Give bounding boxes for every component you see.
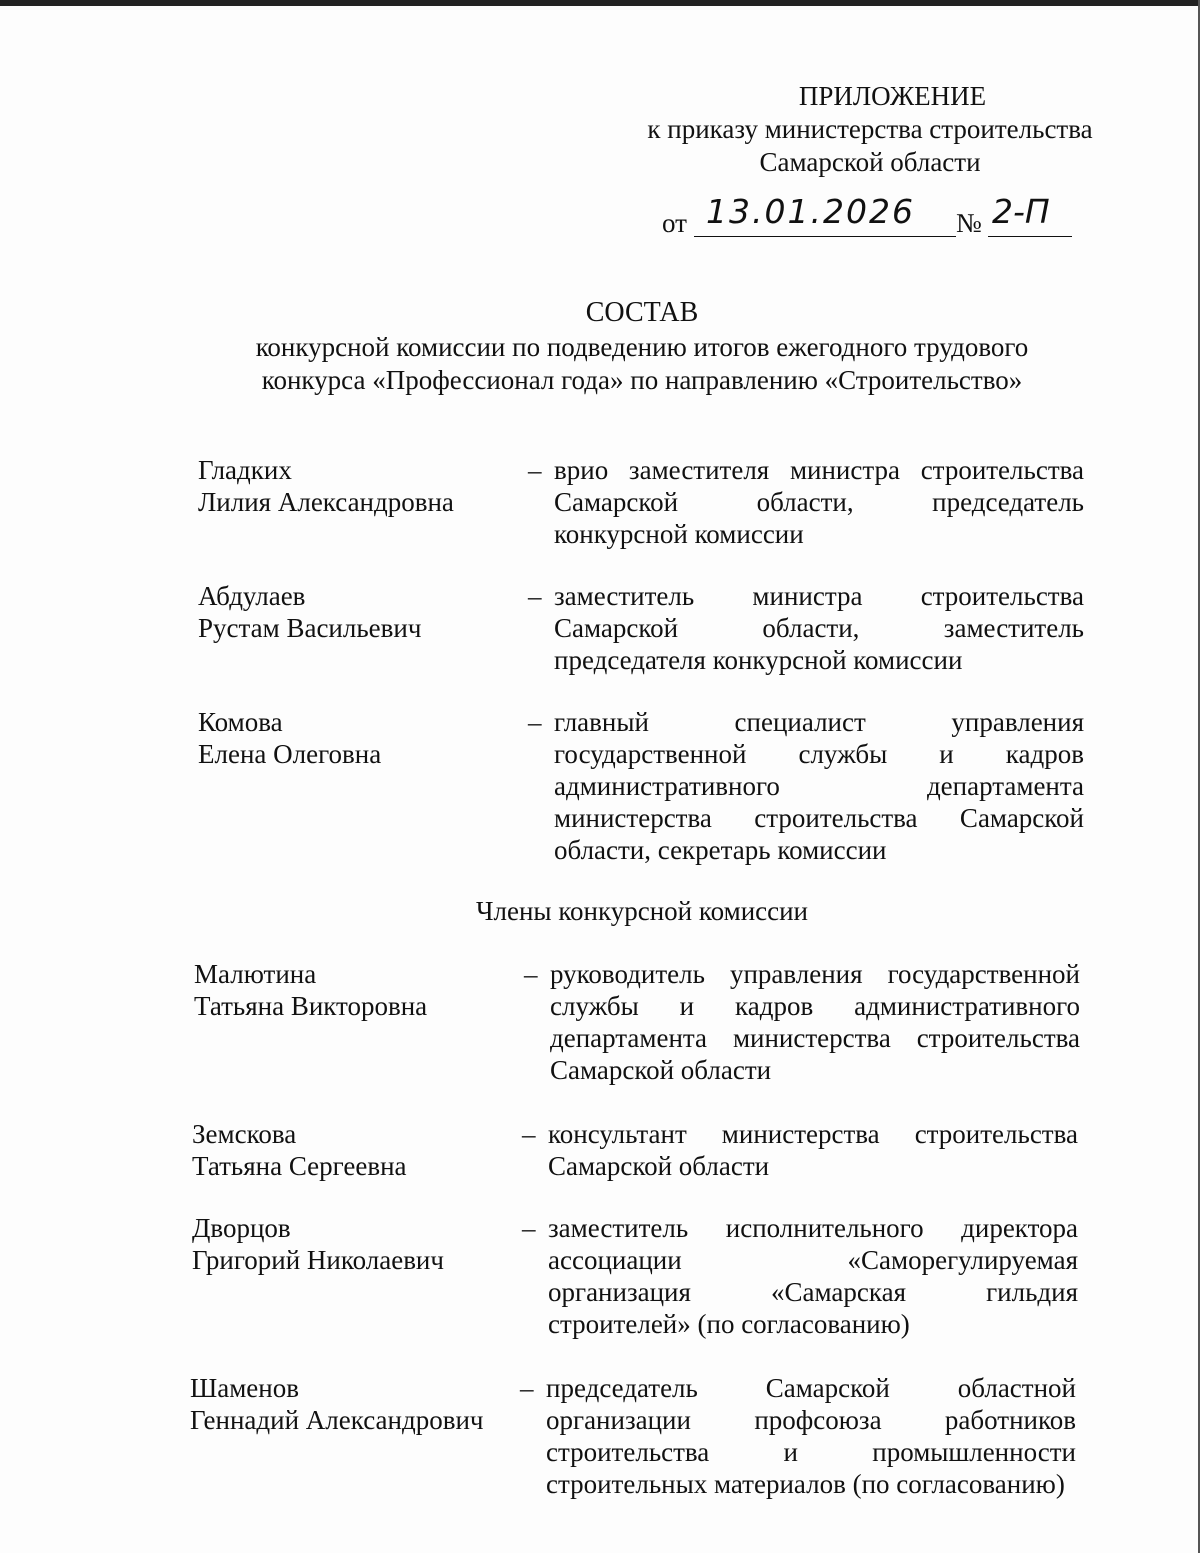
position-line: министерства строительства Самарской	[554, 803, 1084, 833]
order-number-label: №	[956, 208, 982, 238]
position-line: Самарской области, председатель	[554, 487, 1084, 517]
position-line: врио заместителя министра строительства	[554, 455, 1084, 485]
order-number-field	[988, 192, 1072, 237]
position-line: руководитель управления государственной	[550, 959, 1080, 989]
member-dash: –	[528, 581, 542, 611]
member-dash: –	[522, 1119, 536, 1149]
position-line: организация «Самарская гильдия	[548, 1277, 1078, 1307]
order-reference	[662, 192, 1082, 240]
appendix-block	[600, 80, 1140, 179]
order-number-handwritten: 2-П	[992, 192, 1050, 231]
member-name	[192, 1212, 522, 1276]
order-date-handwritten: 13.01.2026	[706, 192, 915, 231]
position-line: заместитель министра строительства	[554, 581, 1084, 611]
position-line: области, секретарь комиссии	[554, 835, 887, 865]
appendix-heading: ПРИЛОЖЕНИЕ	[798, 81, 987, 111]
position-line: строителей» (по согласованию)	[548, 1309, 910, 1339]
title-line-2: конкурса «Профессионал года» по направлению «Строительство»	[261, 365, 1023, 395]
position-line: административного департамента	[554, 771, 1084, 801]
member-name	[198, 454, 528, 518]
member-given-names: Геннадий Александрович	[190, 1405, 484, 1435]
position-line: государственной службы и кадров	[554, 739, 1084, 769]
member-row-abdulaev	[198, 580, 1088, 680]
member-position	[554, 580, 1084, 676]
position-line: организации профсоюза работников	[546, 1405, 1076, 1435]
position-line: Самарской области	[548, 1151, 770, 1181]
member-dash: –	[528, 707, 542, 737]
member-given-names: Татьяна Сергеевна	[192, 1151, 407, 1181]
position-line: Самарской области	[550, 1055, 772, 1085]
position-line: службы и кадров административного	[550, 991, 1080, 1021]
member-surname: Комова	[198, 707, 283, 737]
member-name	[198, 706, 528, 770]
position-line: консультант министерства строительства	[548, 1119, 1078, 1149]
member-position	[548, 1118, 1078, 1182]
scan-top-edge	[0, 0, 1200, 6]
member-dash: –	[520, 1373, 534, 1403]
order-from-label: от	[662, 208, 687, 238]
member-row-malyutina	[194, 958, 1084, 1090]
member-name	[192, 1118, 522, 1182]
member-row-komova	[198, 706, 1088, 870]
member-row-gladkikh	[198, 454, 1088, 554]
position-line: председатель Самарской областной	[546, 1373, 1076, 1403]
members-heading: Члены конкурсной комиссии	[475, 896, 809, 926]
member-position	[554, 454, 1084, 550]
member-name	[198, 580, 528, 644]
member-row-shamenov	[190, 1372, 1080, 1504]
member-surname: Малютина	[194, 959, 317, 989]
position-line: Самарской области, заместитель	[554, 613, 1084, 643]
member-dash: –	[522, 1213, 536, 1243]
appendix-line-1: к приказу министерства строительства	[647, 114, 1093, 144]
member-given-names: Елена Олеговна	[198, 739, 382, 769]
member-given-names: Татьяна Викторовна	[194, 991, 428, 1021]
member-position	[546, 1372, 1076, 1500]
member-given-names: Лилия Александровна	[198, 487, 454, 517]
position-line: ассоциации «Саморегулируемая	[548, 1245, 1078, 1275]
member-row-dvortsov	[192, 1212, 1082, 1344]
member-name	[190, 1372, 520, 1436]
title-line-1: конкурсной комиссии по подведению итогов ежегодного трудового	[255, 332, 1029, 362]
member-surname: Абдулаев	[198, 581, 306, 611]
member-name	[194, 958, 524, 1022]
position-line: строительных материалов (по согласованию)	[546, 1469, 1065, 1499]
member-given-names: Рустам Васильевич	[198, 613, 422, 643]
position-line: конкурсной комиссии	[554, 519, 804, 549]
appendix-line-2: Самарской области	[759, 147, 981, 177]
position-line: председателя конкурсной комиссии	[554, 645, 963, 675]
position-line: главный специалист управления	[554, 707, 1084, 737]
member-surname: Дворцов	[192, 1213, 291, 1243]
order-date-field	[694, 192, 956, 237]
position-line: заместитель исполнительного директора	[548, 1213, 1078, 1243]
member-surname: Земскова	[192, 1119, 297, 1149]
member-position	[554, 706, 1084, 866]
title-main: СОСТАВ	[585, 297, 699, 328]
position-line: строительства и промышленности	[546, 1437, 1076, 1467]
document-title	[200, 296, 1084, 397]
member-position	[548, 1212, 1078, 1340]
member-surname: Шаменов	[190, 1373, 299, 1403]
member-position	[550, 958, 1080, 1086]
position-line: департамента министерства строительства	[550, 1023, 1080, 1053]
member-given-names: Григорий Николаевич	[192, 1245, 444, 1275]
member-dash: –	[524, 959, 538, 989]
member-dash: –	[528, 455, 542, 485]
member-row-zemskova	[192, 1118, 1082, 1186]
member-surname: Гладких	[198, 455, 292, 485]
